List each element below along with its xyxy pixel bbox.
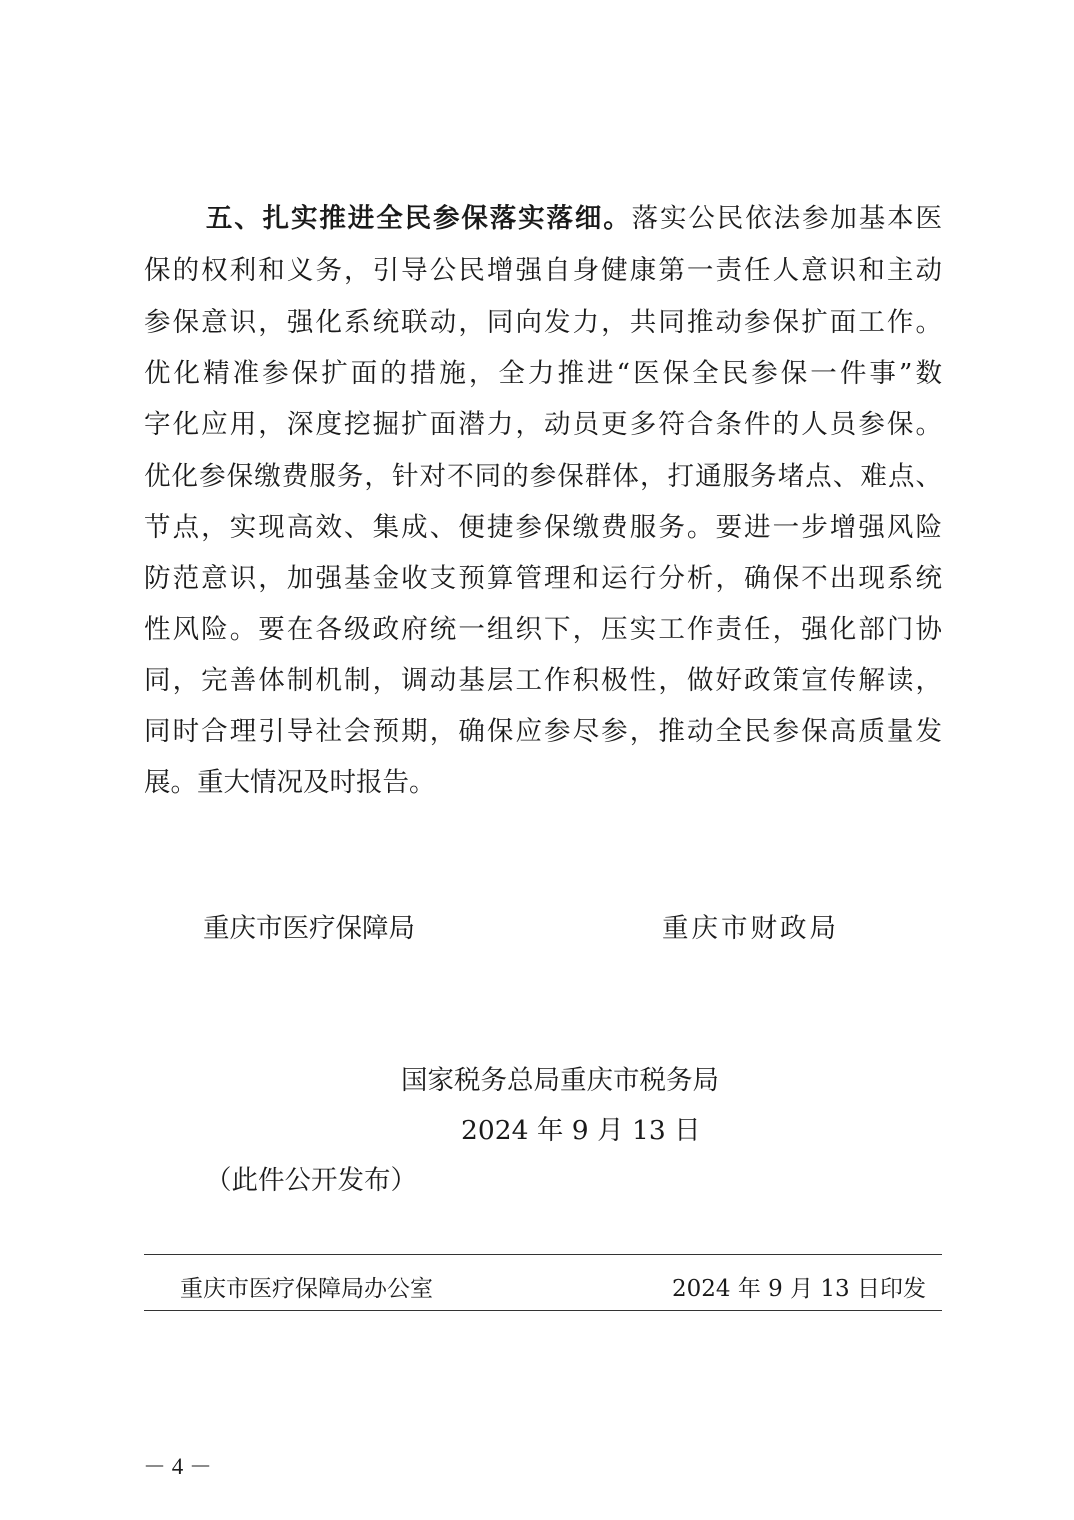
- paragraph-line-9: 性风险。要在各级政府统一组织下，压实工作责任，强化部门协: [144, 614, 942, 645]
- public-release-note: （此件公开发布）: [205, 1165, 417, 1196]
- paragraph-line-2: 保的权利和义务，引导公民增强自身健康第一责任人意识和主动: [144, 255, 942, 286]
- paragraph-line-1: [144, 203, 943, 234]
- paragraph-line-10: 同，完善体制机制，调动基层工作积极性，做好政策宣传解读，: [144, 665, 942, 696]
- paragraph-line-12: 展。重大情况及时报告。: [144, 767, 436, 798]
- paragraph-line-3: 参保意识，强化系统联动，同向发力，共同推动参保扩面工作。: [144, 307, 942, 338]
- footer-office: 重庆市医疗保障局办公室: [180, 1276, 433, 1302]
- paragraph-line-6: 优化参保缴费服务，针对不同的参保群体，打通服务堵点、难点、: [144, 461, 942, 492]
- signature-center-org: 国家税务总局重庆市税务局: [401, 1065, 719, 1096]
- signature-right-org: 重庆市财政局: [662, 913, 839, 944]
- paragraph-line-5: 字化应用，深度挖掘扩面潜力，动员更多符合条件的人员参保。: [144, 409, 942, 440]
- signature-date: 2024 年 9 月 13 日: [461, 1115, 701, 1146]
- paragraph-line-4: 优化精准参保扩面的措施，全力推进“医保全民参保一件事”数: [144, 358, 942, 389]
- paragraph-first-line-text: 落实公民依法参加基本医: [631, 203, 943, 234]
- paragraph-line-8: 防范意识，加强基金收支预算管理和运行分析，确保不出现系统: [144, 563, 942, 594]
- section-heading: 五、扎实推进全民参保落实落细。: [204, 203, 632, 234]
- paragraph-line-11: 同时合理引导社会预期，确保应参尽参，推动全民参保高质量发: [144, 716, 942, 747]
- signature-left-org: 重庆市医疗保障局: [203, 913, 415, 944]
- paragraph-line-7: 节点，实现高效、集成、便捷参保缴费服务。要进一步增强风险: [144, 512, 942, 543]
- footer-bottom-rule: [144, 1310, 942, 1311]
- page-number: － 4 －: [143, 1454, 212, 1479]
- footer-top-rule: [144, 1254, 942, 1255]
- footer-issue-date: 2024 年 9 月 13 日印发: [672, 1276, 926, 1302]
